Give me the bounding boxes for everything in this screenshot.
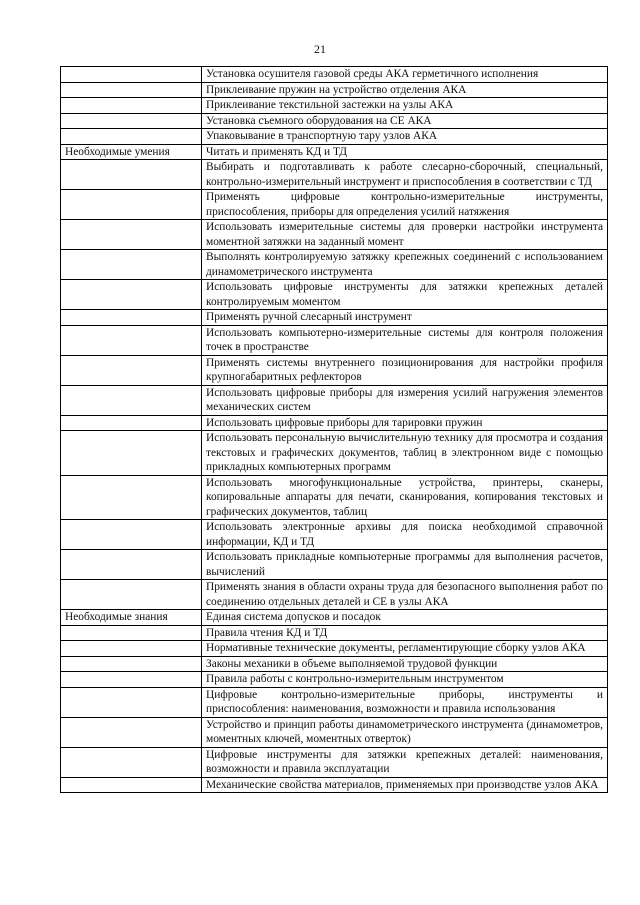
requirement-item: Использовать прикладные компьютерные программы для выполнения расчетов, вычислений <box>202 550 608 580</box>
table-row <box>61 113 608 129</box>
table-row <box>61 747 608 777</box>
table-row <box>61 355 608 385</box>
requirement-item: Выполнять контролируемую затяжку крепежных соединений с использованием динамометрического инструмента <box>202 250 608 280</box>
section-label-cell <box>61 98 202 114</box>
requirements-table <box>60 66 608 793</box>
section-label-cell: Необходимые умения <box>61 144 202 160</box>
section-label-cell <box>61 580 202 610</box>
table-row <box>61 580 608 610</box>
table-row <box>61 98 608 114</box>
requirement-item: Упаковывание в транспортную тару узлов АКА <box>202 129 608 145</box>
section-label-cell <box>61 160 202 190</box>
table-row <box>61 550 608 580</box>
requirement-item: Цифровые инструменты для затяжки крепежных деталей: наименования, возможности и правила эксплуатации <box>202 747 608 777</box>
requirement-item: Нормативные технические документы, регламентирующие сборку узлов АКА <box>202 641 608 657</box>
requirement-item: Читать и применять КД и ТД <box>202 144 608 160</box>
section-label-cell <box>61 431 202 476</box>
requirement-item: Использовать цифровые приборы для тарировки пружин <box>202 415 608 431</box>
section-label-cell <box>61 550 202 580</box>
table-row <box>61 144 608 160</box>
table-row <box>61 250 608 280</box>
requirement-item: Устройство и принцип работы динамометрического инструмента (динамометров, моментных ключей, моментных отверток) <box>202 717 608 747</box>
table-row <box>61 625 608 641</box>
requirement-item: Использовать электронные архивы для поиска необходимой справочной информации, КД и ТД <box>202 520 608 550</box>
table-row <box>61 687 608 717</box>
requirement-item: Использовать цифровые инструменты для затяжки крепежных деталей контролируемым моментом <box>202 280 608 310</box>
section-label-cell <box>61 113 202 129</box>
section-label-cell <box>61 67 202 83</box>
table-row <box>61 656 608 672</box>
table-row <box>61 325 608 355</box>
section-label-cell <box>61 672 202 688</box>
table-row <box>61 160 608 190</box>
table-row <box>61 385 608 415</box>
requirement-item: Применять системы внутреннего позиционирования для настройки профиля крупногабаритных рефлекторов <box>202 355 608 385</box>
section-label-cell <box>61 82 202 98</box>
section-label-cell <box>61 747 202 777</box>
requirement-item: Цифровые контрольно-измерительные приборы, инструменты и приспособления: наименования, возможности и правила использования <box>202 687 608 717</box>
section-label-cell: Необходимые знания <box>61 610 202 626</box>
table-row <box>61 520 608 550</box>
section-label-cell <box>61 625 202 641</box>
section-label-cell <box>61 310 202 326</box>
page-number: 21 <box>314 42 326 56</box>
requirement-item: Использовать компьютерно-измерительные системы для контроля положения точек в пространстве <box>202 325 608 355</box>
section-label-cell <box>61 385 202 415</box>
table-row <box>61 67 608 83</box>
requirement-item: Приклеивание текстильной застежки на узлы АКА <box>202 98 608 114</box>
requirement-item: Использовать цифровые приборы для измерения усилий нагружения элементов механических систем <box>202 385 608 415</box>
requirement-item: Правила чтения КД и ТД <box>202 625 608 641</box>
section-label-cell <box>61 656 202 672</box>
requirement-item: Законы механики в объеме выполняемой трудовой функции <box>202 656 608 672</box>
requirement-item: Приклеивание пружин на устройство отделения АКА <box>202 82 608 98</box>
section-label-cell <box>61 129 202 145</box>
table-row <box>61 82 608 98</box>
section-label-cell <box>61 520 202 550</box>
requirements-table-body <box>61 67 608 793</box>
section-label-cell <box>61 641 202 657</box>
section-label-cell <box>61 475 202 520</box>
table-row <box>61 717 608 747</box>
requirement-item: Применять ручной слесарный инструмент <box>202 310 608 326</box>
requirement-item: Использовать измерительные системы для проверки настройки инструмента моментной затяжки на заданный момент <box>202 220 608 250</box>
table-row <box>61 280 608 310</box>
section-label-cell <box>61 250 202 280</box>
section-label-cell <box>61 717 202 747</box>
table-row <box>61 610 608 626</box>
requirement-item: Применять цифровые контрольно-измерительные инструменты, приспособления, приборы для определения усилий натяжения <box>202 190 608 220</box>
requirement-item: Установка осушителя газовой среды АКА герметичного исполнения <box>202 67 608 83</box>
requirement-item: Выбирать и подготавливать к работе слесарно-сборочный, специальный, контрольно-измерительный инструмент и приспособления в соответствии с ТД <box>202 160 608 190</box>
section-label-cell <box>61 687 202 717</box>
requirement-item: Механические свойства материалов, применяемых при производстве узлов АКА <box>202 777 608 793</box>
table-row <box>61 777 608 793</box>
table-row <box>61 672 608 688</box>
table-row <box>61 431 608 476</box>
requirement-item: Использовать персональную вычислительную технику для просмотра и создания текстовых и графических документов, таблиц в электронном виде с помощью прикладных компьютерных программ <box>202 431 608 476</box>
requirement-item: Установка съемного оборудования на СЕ АКА <box>202 113 608 129</box>
table-row <box>61 475 608 520</box>
section-label-cell <box>61 280 202 310</box>
table-row <box>61 129 608 145</box>
section-label-cell <box>61 190 202 220</box>
table-row <box>61 220 608 250</box>
requirement-item: Правила работы с контрольно-измерительным инструментом <box>202 672 608 688</box>
table-row <box>61 190 608 220</box>
requirement-item: Применять знания в области охраны труда для безопасного выполнения работ по соединению отдельных деталей и СЕ в узлы АКА <box>202 580 608 610</box>
section-label-cell <box>61 325 202 355</box>
section-label-cell <box>61 220 202 250</box>
section-label-cell <box>61 777 202 793</box>
section-label-cell <box>61 355 202 385</box>
table-row <box>61 310 608 326</box>
section-label-cell <box>61 415 202 431</box>
table-row <box>61 641 608 657</box>
table-row <box>61 415 608 431</box>
requirement-item: Единая система допусков и посадок <box>202 610 608 626</box>
requirement-item: Использовать многофункциональные устройства, принтеры, сканеры, копировальные аппараты для печати, сканирования, копирования текстовых и графических документов, таблиц <box>202 475 608 520</box>
